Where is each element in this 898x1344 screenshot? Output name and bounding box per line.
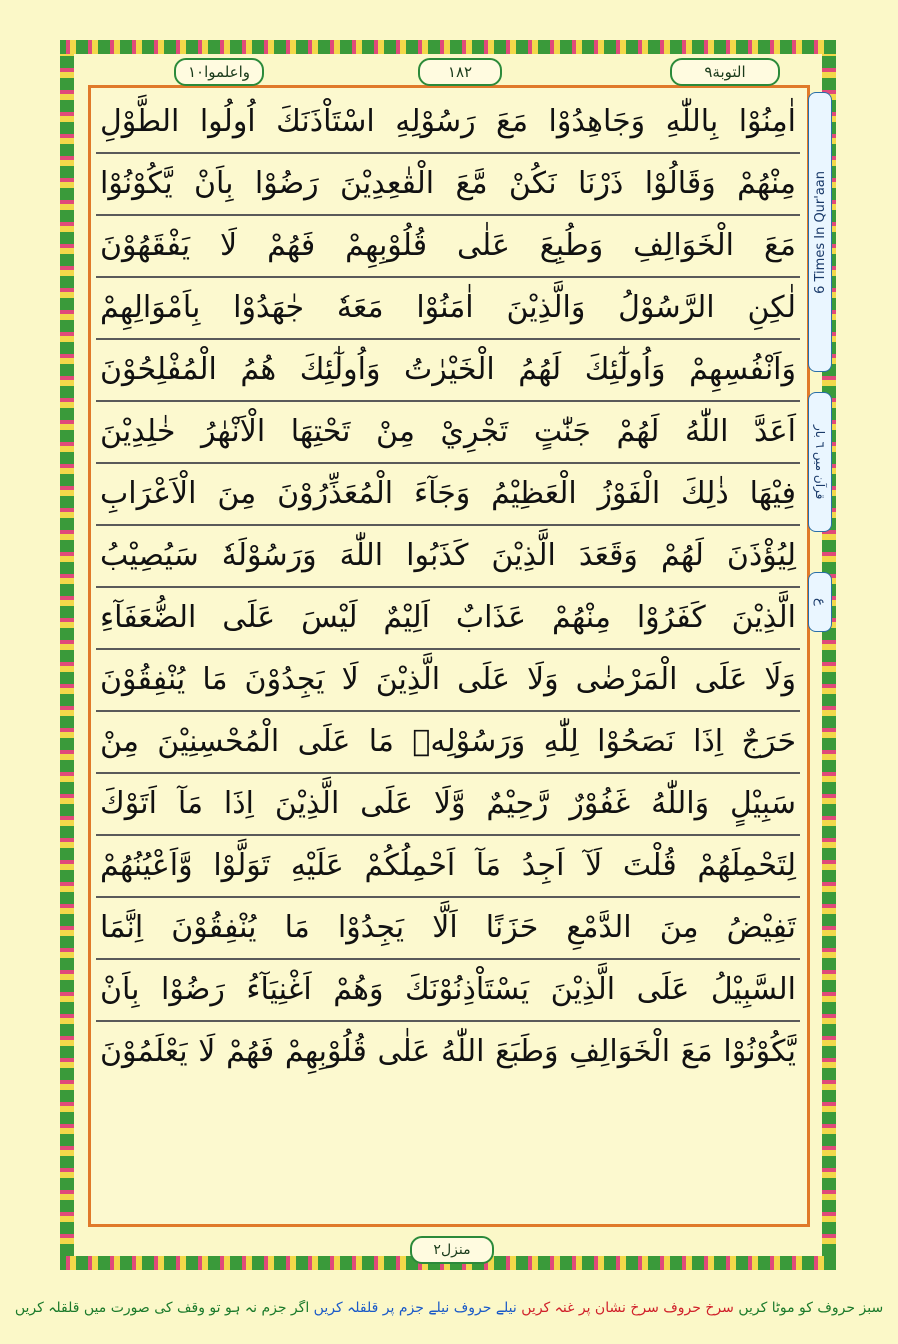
verse-line: الَّذِيْنَ كَفَرُوْا مِنْهُمْ عَذَابٌ اَلِيْمٌ لَيْسَ عَلَى الضُّعَفَآءِ: [96, 588, 800, 650]
note-tail: اگر جزم نہ ہو تو وقف کی صورت میں قلقلہ کریں: [14, 1300, 310, 1316]
verse-line: اٰمِنُوْا بِاللّٰهِ وَجَاهِدُوْا مَعَ رَسُوْلِهِ اسْتَاْذَنَكَ اُولُوا الطَّوْلِ: [96, 92, 800, 154]
manzil-label: منزل٢: [410, 1236, 494, 1264]
verse-line: لِيُؤْذَنَ لَهُمْ وَقَعَدَ الَّذِيْنَ كَذَبُوا اللّٰهَ وَرَسُوْلَهٗ سَيُصِيْبُ: [96, 526, 800, 588]
note-red: سرخ حروف سرخ نشان پر غنہ کریں: [521, 1300, 734, 1316]
page-number: ١٨٢: [418, 58, 502, 86]
times-in-quran-tab: 6 Times In Qur'aan: [808, 92, 832, 372]
juz-name-label: واعلموا١٠: [174, 58, 264, 86]
verse-line: وَلَا عَلَى الْمَرْضٰى وَلَا عَلَى الَّذِيْنَ لَا يَجِدُوْنَ مَا يُنْفِقُوْنَ: [96, 650, 800, 712]
juz-count-tab: قرآن میں ٦ بار: [808, 392, 832, 532]
verse-line: تَفِيْضُ مِنَ الدَّمْعِ حَزَنًا اَلَّا يَجِدُوْا مَا يُنْفِقُوْنَ اِنَّمَا: [96, 898, 800, 960]
side-margin: [808, 92, 832, 1224]
ruku-mark: ع: [808, 572, 832, 632]
verse-line: اَعَدَّ اللّٰهُ لَهُمْ جَنّٰتٍ تَجْرِيْ مِنْ تَحْتِهَا الْاَنْهٰرُ خٰلِدِيْنَ: [96, 402, 800, 464]
verse-line: وَاَنْفُسِهِمْ وَاُولٰٓئِكَ لَهُمُ الْخَيْرٰتُ وَاُولٰٓئِكَ هُمُ الْمُفْلِحُوْنَ: [96, 340, 800, 402]
note-green: سبز حروف کو موٹا کریں: [738, 1300, 884, 1316]
verse-line: سَبِيْلٍ وَاللّٰهُ غَفُوْرٌ رَّحِيْمٌ وَّلَا عَلَى الَّذِيْنَ اِذَا مَآ اَتَوْكَ: [96, 774, 800, 836]
note-blue: نیلے حروف نیلے جزم پر قلقلہ کریں: [313, 1300, 517, 1316]
page-header: [88, 58, 810, 84]
verse-line: السَّبِيْلُ عَلَى الَّذِيْنَ يَسْتَاْذِنُوْنَكَ وَهُمْ اَغْنِيَآءُ رَضُوْا بِاَنْ: [96, 960, 800, 1022]
verse-line: يَّكُوْنُوْا مَعَ الْخَوَالِفِ وَطَبَعَ اللّٰهُ عَلٰى قُلُوْبِهِمْ فَهُمْ لَا يَعْلَمُوْنَ: [100, 1034, 796, 1069]
verse-line: فِيْهَا ذٰلِكَ الْفَوْزُ الْعَظِيْمُ وَجَآءَ الْمُعَذِّرُوْنَ مِنَ الْاَعْرَابِ: [96, 464, 800, 526]
verse-lines: [96, 92, 800, 1082]
tajweed-note: [10, 1300, 888, 1316]
verse-line: مِنْهُمْ وَقَالُوْا ذَرْنَا نَكُنْ مَّعَ الْقٰعِدِيْنَ رَضُوْا بِاَنْ يَّكُوْنُوْا: [96, 154, 800, 216]
verse-line: لِتَحْمِلَهُمْ قُلْتَ لَآ اَجِدُ مَآ اَحْمِلُكُمْ عَلَيْهِ تَوَلَّوْا وَّاَعْيُنُهُمْ: [96, 836, 800, 898]
verse-line: حَرَجٌ اِذَا نَصَحُوْا لِلّٰهِ وَرَسُوْلِهٖ مَا عَلَى الْمُحْسِنِيْنَ مِنْ: [96, 712, 800, 774]
verse-line: لٰكِنِ الرَّسُوْلُ وَالَّذِيْنَ اٰمَنُوْا مَعَهٗ جٰهَدُوْا بِاَمْوَالِهِمْ: [96, 278, 800, 340]
verse-line: مَعَ الْخَوَالِفِ وَطُبِعَ عَلٰى قُلُوْبِهِمْ فَهُمْ لَا يَفْقَهُوْنَ: [96, 216, 800, 278]
surah-name-label: التوبة٩: [670, 58, 780, 86]
